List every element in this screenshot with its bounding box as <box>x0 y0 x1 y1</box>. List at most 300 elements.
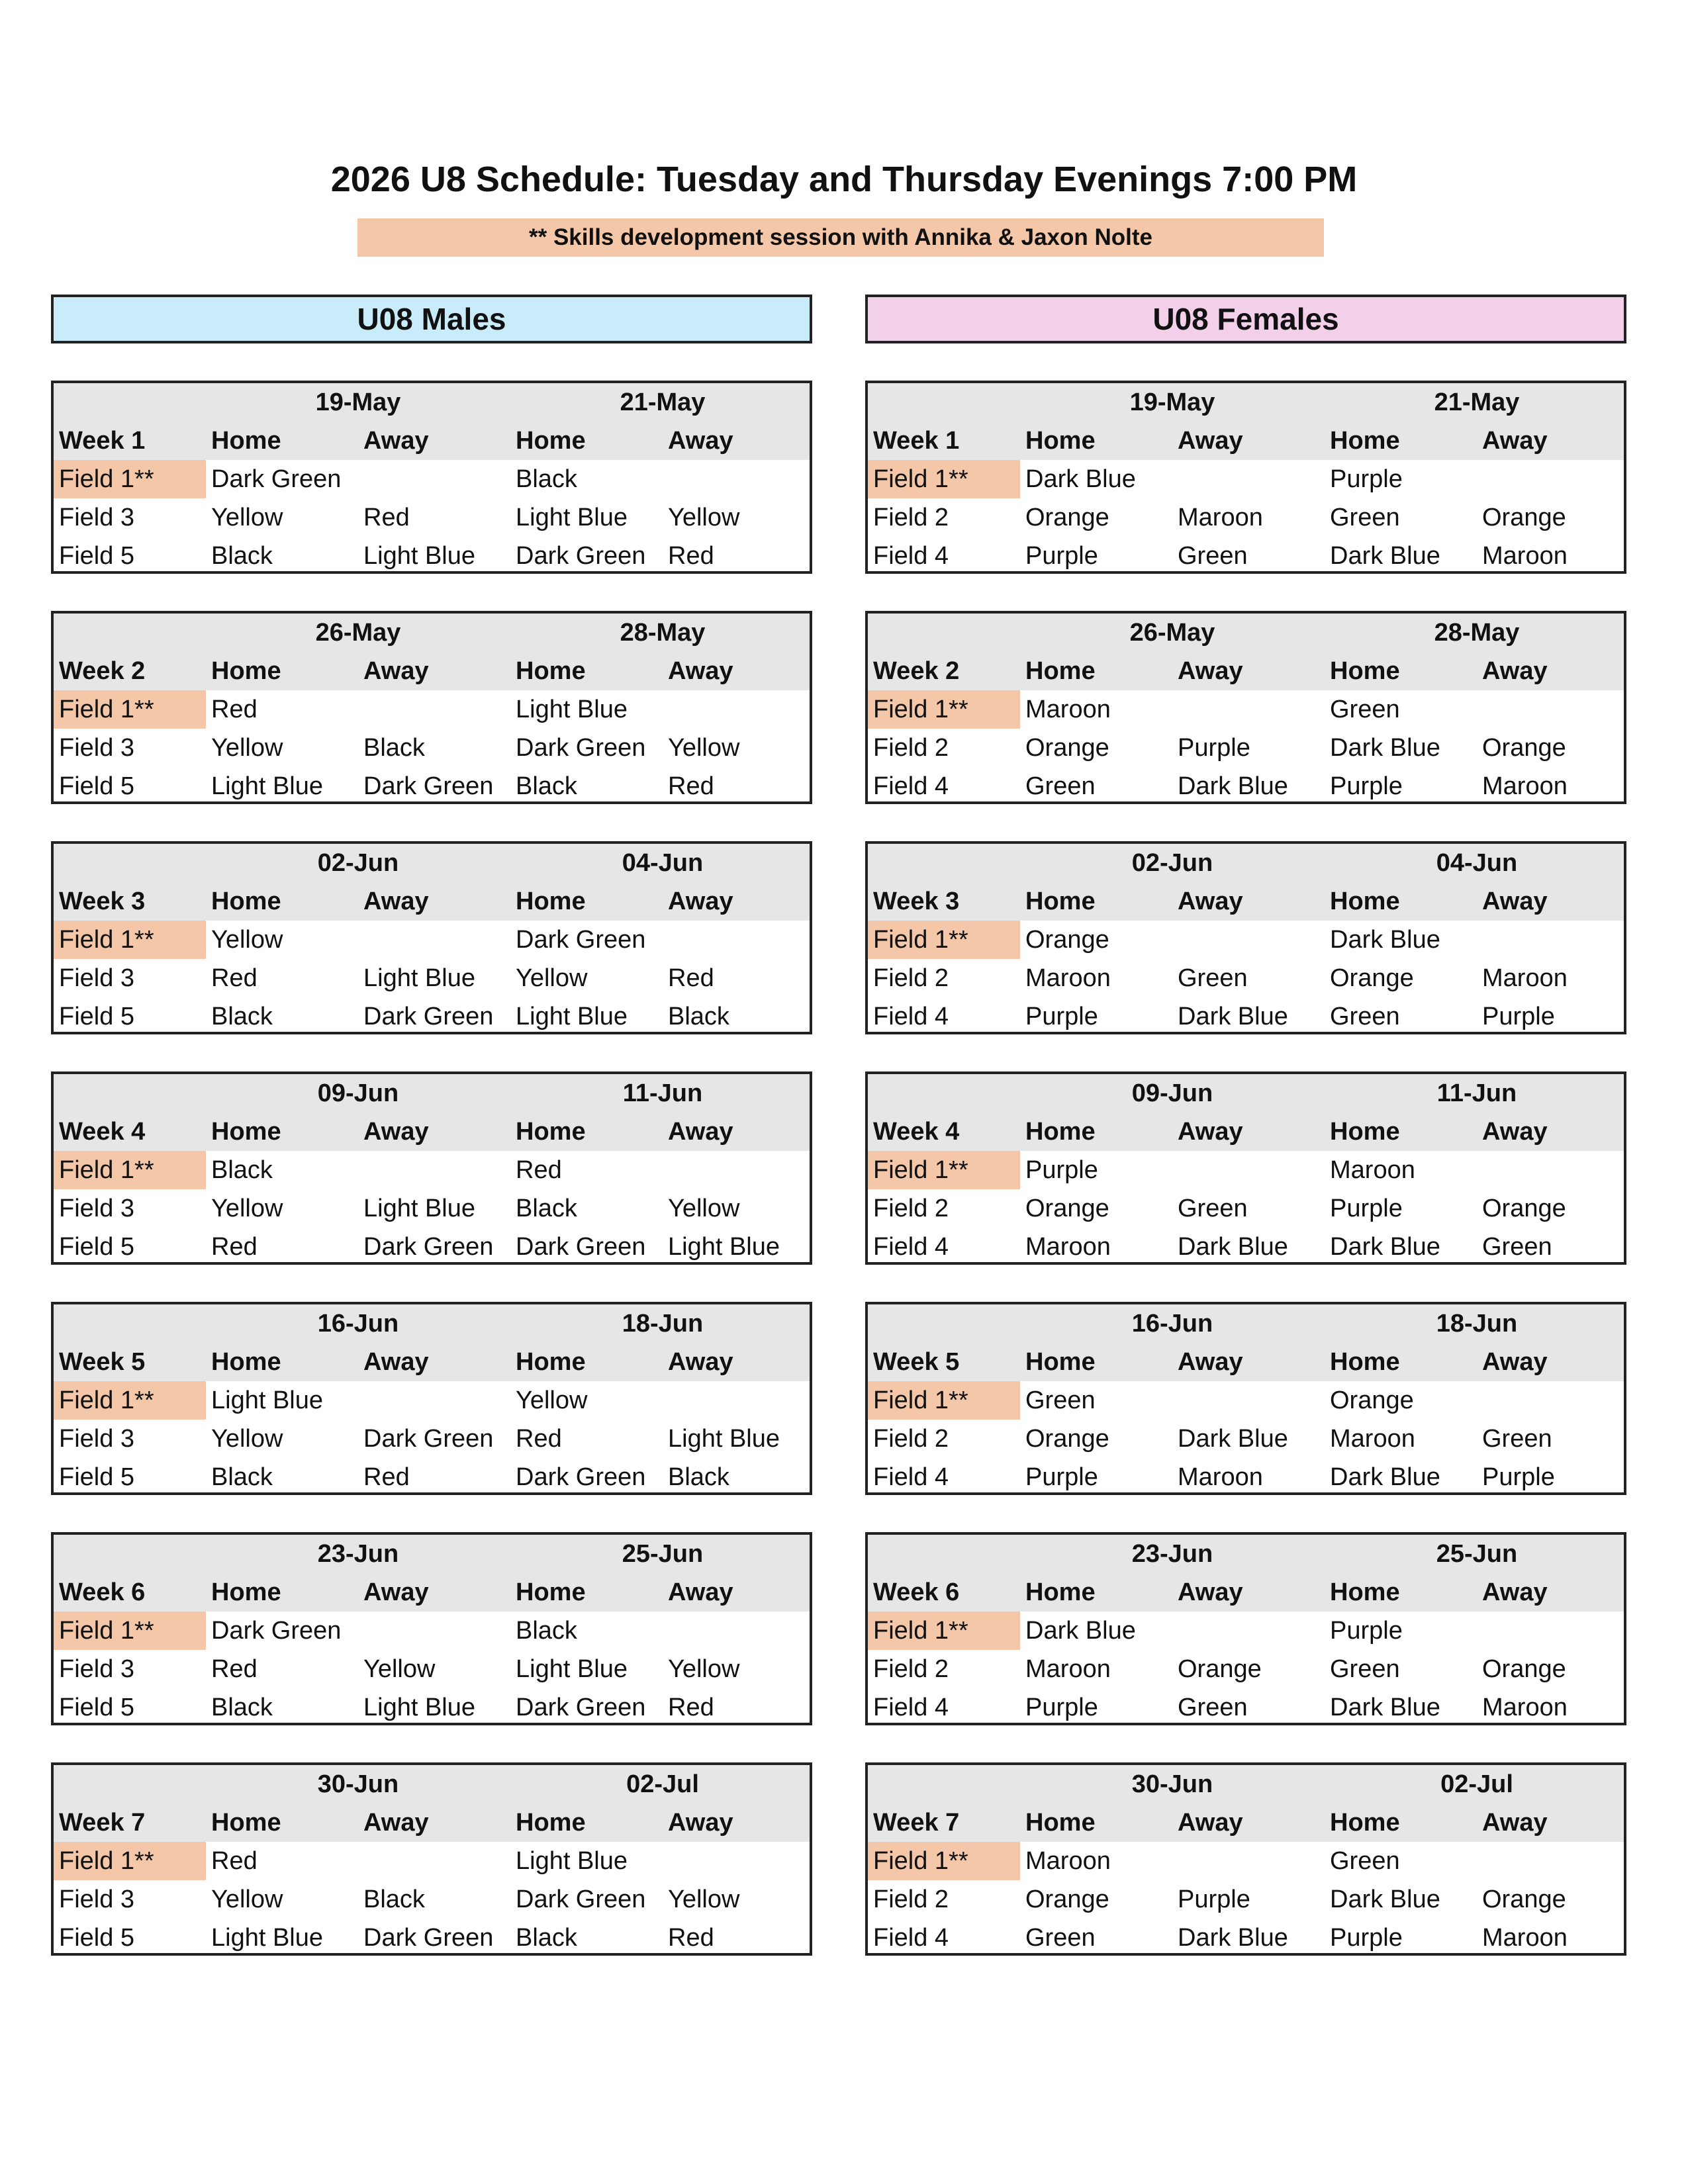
table-row <box>868 729 1624 767</box>
home-header: Home <box>516 427 586 455</box>
table-row <box>868 1919 1624 1957</box>
home-team: Dark Green <box>211 465 342 493</box>
table-row <box>868 1688 1624 1727</box>
column-header-row <box>868 422 1624 460</box>
table-row <box>54 498 810 537</box>
home-header: Home <box>1330 1809 1400 1837</box>
home-team: Purple <box>1330 465 1403 493</box>
week-label: Week 1 <box>873 427 960 455</box>
week-table <box>51 1071 812 1265</box>
away-team: Maroon <box>1482 1694 1568 1721</box>
away-team: Yellow <box>363 1655 436 1683</box>
away-header: Away <box>1482 1118 1548 1146</box>
field-name: Field 3 <box>59 1655 135 1683</box>
home-team: Orange <box>1025 734 1109 762</box>
away-team <box>1477 1842 1624 1880</box>
away-team: Maroon <box>1178 504 1263 531</box>
away-team: Orange <box>1482 1655 1566 1683</box>
home-header: Home <box>1330 657 1400 685</box>
home-team: Purple <box>1330 772 1403 800</box>
table-row <box>868 1842 1624 1880</box>
column-header-row <box>54 1113 810 1151</box>
field-name: Field 1** <box>868 1842 1020 1880</box>
away-team: Maroon <box>1482 964 1568 992</box>
field-name: Field 2 <box>873 504 949 531</box>
away-team: Red <box>363 1463 410 1491</box>
home-team: Red <box>211 696 258 723</box>
home-team: Dark Blue <box>1330 1694 1440 1721</box>
away-team: Dark Green <box>363 1924 494 1952</box>
home-team: Black <box>516 1924 577 1952</box>
away-team: Dark Blue <box>1178 1924 1288 1952</box>
away-header: Away <box>668 657 733 685</box>
table-row <box>868 537 1624 575</box>
week-table <box>51 611 812 804</box>
home-team: Dark Green <box>516 1233 646 1261</box>
week-label: Week 2 <box>873 657 960 685</box>
column-header-row <box>868 652 1624 690</box>
home-team: Maroon <box>1330 1425 1415 1453</box>
table-row <box>54 767 810 805</box>
away-team <box>1172 1151 1325 1189</box>
home-team: Green <box>1330 1847 1400 1875</box>
away-team: Black <box>668 1463 729 1491</box>
away-header: Away <box>363 887 429 915</box>
away-team: Light Blue <box>668 1425 780 1453</box>
away-team <box>1477 1151 1624 1189</box>
home-team: Maroon <box>1025 1233 1111 1261</box>
field-name: Field 1** <box>54 460 206 498</box>
field-name: Field 3 <box>59 964 135 992</box>
home-header: Home <box>1330 427 1400 455</box>
field-name: Field 3 <box>59 734 135 762</box>
week-table <box>865 1071 1626 1265</box>
away-team: Light Blue <box>363 1694 476 1721</box>
table-row <box>54 1650 810 1688</box>
date-row <box>54 614 810 652</box>
table-row <box>868 1880 1624 1919</box>
home-team: Light Blue <box>516 1655 628 1683</box>
field-name: Field 3 <box>59 1195 135 1222</box>
home-team: Black <box>211 542 273 570</box>
table-row <box>54 1458 810 1496</box>
skills-session-note: ** Skills development session with Annika & Jaxon Nolte <box>357 218 1324 257</box>
table-row <box>54 1880 810 1919</box>
tuesday-date: 30-Jun <box>317 1770 399 1798</box>
date-row <box>54 1535 810 1573</box>
tuesday-date: 26-May <box>1129 619 1215 647</box>
home-team: Orange <box>1330 964 1414 992</box>
home-team: Yellow <box>211 1425 283 1453</box>
home-header: Home <box>516 657 586 685</box>
table-row <box>868 1151 1624 1189</box>
away-header: Away <box>668 427 733 455</box>
week-table <box>51 841 812 1034</box>
home-team: Dark Blue <box>1330 1886 1440 1913</box>
column-header-row <box>54 882 810 921</box>
away-team <box>358 1151 510 1189</box>
away-header: Away <box>363 1348 429 1376</box>
home-header: Home <box>1330 1578 1400 1606</box>
home-team: Purple <box>1025 1003 1098 1030</box>
away-team: Red <box>668 772 714 800</box>
away-team <box>1477 1612 1624 1650</box>
away-header: Away <box>1482 1809 1548 1837</box>
tuesday-date: 16-Jun <box>317 1310 399 1338</box>
tuesday-date: 19-May <box>1129 388 1215 416</box>
away-team <box>663 1381 810 1420</box>
away-header: Away <box>363 427 429 455</box>
tuesday-date: 02-Jun <box>1131 849 1213 877</box>
table-row <box>868 767 1624 805</box>
away-team: Green <box>1178 1694 1248 1721</box>
tuesday-date: 16-Jun <box>1131 1310 1213 1338</box>
thursday-date: 21-May <box>1434 388 1520 416</box>
table-row <box>868 1420 1624 1458</box>
away-team: Green <box>1482 1425 1552 1453</box>
away-team: Green <box>1178 542 1248 570</box>
field-name: Field 4 <box>873 772 949 800</box>
date-row <box>868 383 1624 422</box>
home-team: Light Blue <box>516 1847 628 1875</box>
home-team: Purple <box>1330 1924 1403 1952</box>
date-row <box>54 1765 810 1803</box>
week-table <box>865 841 1626 1034</box>
home-team: Red <box>516 1425 562 1453</box>
home-header: Home <box>516 887 586 915</box>
away-team <box>1172 1842 1325 1880</box>
males-division-header: U08 Males <box>51 295 812 343</box>
away-team: Purple <box>1178 734 1250 762</box>
home-team: Red <box>211 1233 258 1261</box>
home-team: Dark Blue <box>1330 1233 1440 1261</box>
week-table <box>51 1762 812 1956</box>
away-team <box>1172 1381 1325 1420</box>
away-team: Maroon <box>1482 542 1568 570</box>
home-team: Light Blue <box>516 696 628 723</box>
away-header: Away <box>1178 887 1243 915</box>
thursday-date: 28-May <box>1434 619 1520 647</box>
table-row <box>54 1612 810 1650</box>
home-team: Dark Green <box>211 1617 342 1645</box>
week-label: Week 5 <box>59 1348 146 1376</box>
away-team <box>663 1151 810 1189</box>
home-header: Home <box>211 1578 281 1606</box>
away-team: Red <box>668 542 714 570</box>
away-team: Dark Blue <box>1178 772 1288 800</box>
field-name: Field 1** <box>54 690 206 729</box>
thursday-date: 21-May <box>620 388 706 416</box>
field-name: Field 1** <box>868 1381 1020 1420</box>
table-row <box>54 921 810 959</box>
away-team <box>1477 690 1624 729</box>
week-label: Week 6 <box>873 1578 960 1606</box>
week-label: Week 5 <box>873 1348 960 1376</box>
thursday-date: 04-Jun <box>1436 849 1518 877</box>
away-team: Red <box>363 504 410 531</box>
field-name: Field 1** <box>54 1842 206 1880</box>
home-team: Purple <box>1025 542 1098 570</box>
table-row <box>868 1650 1624 1688</box>
field-name: Field 1** <box>868 1612 1020 1650</box>
home-header: Home <box>211 427 281 455</box>
home-team: Orange <box>1025 926 1109 954</box>
column-header-row <box>868 1113 1624 1151</box>
week-label: Week 7 <box>873 1809 960 1837</box>
away-team <box>358 1381 510 1420</box>
away-team: Orange <box>1482 1195 1566 1222</box>
home-team: Maroon <box>1025 964 1111 992</box>
away-team: Light Blue <box>668 1233 780 1261</box>
field-name: Field 2 <box>873 1655 949 1683</box>
away-team <box>663 1842 810 1880</box>
away-header: Away <box>668 1578 733 1606</box>
away-team: Dark Green <box>363 1233 494 1261</box>
away-team <box>358 460 510 498</box>
home-header: Home <box>211 1809 281 1837</box>
away-team: Yellow <box>668 504 740 531</box>
table-row <box>54 1151 810 1189</box>
week-table <box>865 1762 1626 1956</box>
field-name: Field 1** <box>868 690 1020 729</box>
away-team: Dark Blue <box>1178 1425 1288 1453</box>
field-name: Field 2 <box>873 1425 949 1453</box>
home-header: Home <box>516 1348 586 1376</box>
field-name: Field 5 <box>59 1233 135 1261</box>
away-header: Away <box>1178 657 1243 685</box>
home-team: Red <box>516 1156 562 1184</box>
table-row <box>54 1688 810 1727</box>
date-row <box>868 1304 1624 1343</box>
field-name: Field 2 <box>873 1886 949 1913</box>
field-name: Field 1** <box>54 921 206 959</box>
table-row <box>54 1189 810 1228</box>
away-team: Dark Blue <box>1178 1003 1288 1030</box>
date-row <box>868 844 1624 882</box>
field-name: Field 4 <box>873 1233 949 1261</box>
away-team: Green <box>1178 1195 1248 1222</box>
table-row <box>54 1919 810 1957</box>
column-header-row <box>868 1803 1624 1842</box>
date-row <box>54 383 810 422</box>
home-header: Home <box>211 657 281 685</box>
away-header: Away <box>668 1118 733 1146</box>
home-team: Red <box>211 964 258 992</box>
away-header: Away <box>1482 427 1548 455</box>
table-row <box>54 460 810 498</box>
week-label: Week 3 <box>873 887 960 915</box>
table-row <box>868 921 1624 959</box>
field-name: Field 1** <box>54 1151 206 1189</box>
home-header: Home <box>1025 1809 1096 1837</box>
home-team: Red <box>211 1847 258 1875</box>
table-row <box>868 1189 1624 1228</box>
home-team: Yellow <box>211 1886 283 1913</box>
table-row <box>54 1842 810 1880</box>
home-team: Purple <box>1025 1694 1098 1721</box>
date-row <box>868 1535 1624 1573</box>
home-team: Light Blue <box>211 1924 324 1952</box>
table-row <box>868 1228 1624 1266</box>
thursday-date: 11-Jun <box>1436 1079 1517 1107</box>
date-row <box>868 1074 1624 1113</box>
away-team: Light Blue <box>363 542 476 570</box>
away-team: Dark Green <box>363 1003 494 1030</box>
home-header: Home <box>1330 1348 1400 1376</box>
away-team <box>358 690 510 729</box>
away-team <box>358 1612 510 1650</box>
thursday-date: 18-Jun <box>622 1310 704 1338</box>
away-team: Maroon <box>1178 1463 1263 1491</box>
away-team: Maroon <box>1482 1924 1568 1952</box>
home-team: Dark Green <box>516 1886 646 1913</box>
home-team: Black <box>516 772 577 800</box>
away-team: Purple <box>1178 1886 1250 1913</box>
home-team: Maroon <box>1330 1156 1415 1184</box>
away-team <box>1477 460 1624 498</box>
away-team: Yellow <box>668 1886 740 1913</box>
column-header-row <box>54 422 810 460</box>
field-name: Field 1** <box>868 1151 1020 1189</box>
table-row <box>868 498 1624 537</box>
field-name: Field 1** <box>54 1381 206 1420</box>
table-row <box>868 1458 1624 1496</box>
week-table <box>865 381 1626 574</box>
column-header-row <box>54 1803 810 1842</box>
home-team: Green <box>1025 772 1096 800</box>
home-team: Black <box>516 1617 577 1645</box>
thursday-date: 02-Jul <box>1440 1770 1513 1798</box>
home-team: Light Blue <box>516 1003 628 1030</box>
week-table <box>51 1532 812 1725</box>
away-header: Away <box>363 1578 429 1606</box>
home-team: Maroon <box>1025 1847 1111 1875</box>
home-team: Dark Blue <box>1025 465 1136 493</box>
column-header-row <box>54 1343 810 1381</box>
home-header: Home <box>516 1809 586 1837</box>
home-team: Yellow <box>516 1387 588 1414</box>
home-team: Black <box>211 1003 273 1030</box>
table-row <box>54 1228 810 1266</box>
home-team: Green <box>1330 504 1400 531</box>
tuesday-date: 23-Jun <box>317 1540 399 1568</box>
away-header: Away <box>1178 1578 1243 1606</box>
week-label: Week 4 <box>59 1118 146 1146</box>
away-team <box>1172 921 1325 959</box>
tuesday-date: 26-May <box>315 619 401 647</box>
column-header-row <box>868 882 1624 921</box>
home-team: Dark Blue <box>1330 542 1440 570</box>
away-team: Yellow <box>668 734 740 762</box>
away-header: Away <box>363 1809 429 1837</box>
away-team: Dark Green <box>363 772 494 800</box>
home-header: Home <box>1025 427 1096 455</box>
away-team: Green <box>1178 964 1248 992</box>
thursday-date: 02-Jul <box>626 1770 699 1798</box>
home-team: Black <box>211 1156 273 1184</box>
away-header: Away <box>363 657 429 685</box>
away-header: Away <box>1178 427 1243 455</box>
away-team: Green <box>1482 1233 1552 1261</box>
page-title: 2026 U8 Schedule: Tuesday and Thursday Evenings 7:00 PM <box>330 159 1358 199</box>
home-team: Dark Blue <box>1330 926 1440 954</box>
away-team: Red <box>668 1924 714 1952</box>
home-team: Green <box>1330 1003 1400 1030</box>
home-team: Purple <box>1025 1463 1098 1491</box>
home-team: Yellow <box>211 734 283 762</box>
away-team <box>663 690 810 729</box>
away-team: Black <box>363 734 425 762</box>
week-table <box>51 381 812 574</box>
away-header: Away <box>668 1809 733 1837</box>
field-name: Field 5 <box>59 1003 135 1030</box>
column-header-row <box>868 1573 1624 1612</box>
field-name: Field 4 <box>873 1924 949 1952</box>
home-team: Dark Green <box>516 734 646 762</box>
away-header: Away <box>363 1118 429 1146</box>
home-header: Home <box>1025 1348 1096 1376</box>
home-team: Dark Green <box>516 926 646 954</box>
home-team: Black <box>211 1694 273 1721</box>
thursday-date: 28-May <box>620 619 706 647</box>
field-name: Field 1** <box>868 460 1020 498</box>
away-team: Black <box>363 1886 425 1913</box>
home-team: Black <box>516 465 577 493</box>
away-team <box>1477 921 1624 959</box>
home-header: Home <box>1025 1578 1096 1606</box>
table-row <box>54 1420 810 1458</box>
away-team <box>358 921 510 959</box>
home-team: Orange <box>1025 1195 1109 1222</box>
field-name: Field 5 <box>59 772 135 800</box>
thursday-date: 25-Jun <box>1436 1540 1518 1568</box>
females-division-header: U08 Females <box>865 295 1626 343</box>
home-team: Light Blue <box>211 772 324 800</box>
away-team: Light Blue <box>363 1195 476 1222</box>
home-team: Orange <box>1330 1387 1414 1414</box>
table-row <box>54 690 810 729</box>
away-team <box>1477 1381 1624 1420</box>
away-header: Away <box>1178 1348 1243 1376</box>
table-row <box>868 1612 1624 1650</box>
thursday-date: 18-Jun <box>1436 1310 1518 1338</box>
date-row <box>54 1304 810 1343</box>
week-label: Week 3 <box>59 887 146 915</box>
tuesday-date: 19-May <box>315 388 401 416</box>
home-team: Orange <box>1025 1425 1109 1453</box>
away-header: Away <box>1482 1348 1548 1376</box>
away-team: Red <box>668 964 714 992</box>
away-header: Away <box>1178 1118 1243 1146</box>
column-header-row <box>54 1573 810 1612</box>
home-team: Green <box>1025 1924 1096 1952</box>
away-team: Orange <box>1482 1886 1566 1913</box>
away-team <box>358 1842 510 1880</box>
field-name: Field 3 <box>59 504 135 531</box>
home-team: Yellow <box>211 504 283 531</box>
away-header: Away <box>1482 1578 1548 1606</box>
home-team: Green <box>1025 1387 1096 1414</box>
home-header: Home <box>1330 887 1400 915</box>
home-team: Yellow <box>211 1195 283 1222</box>
field-name: Field 4 <box>873 1694 949 1721</box>
field-name: Field 1** <box>868 921 1020 959</box>
week-label: Week 2 <box>59 657 146 685</box>
field-name: Field 4 <box>873 542 949 570</box>
table-row <box>54 997 810 1036</box>
away-team: Orange <box>1178 1655 1262 1683</box>
date-row <box>868 614 1624 652</box>
